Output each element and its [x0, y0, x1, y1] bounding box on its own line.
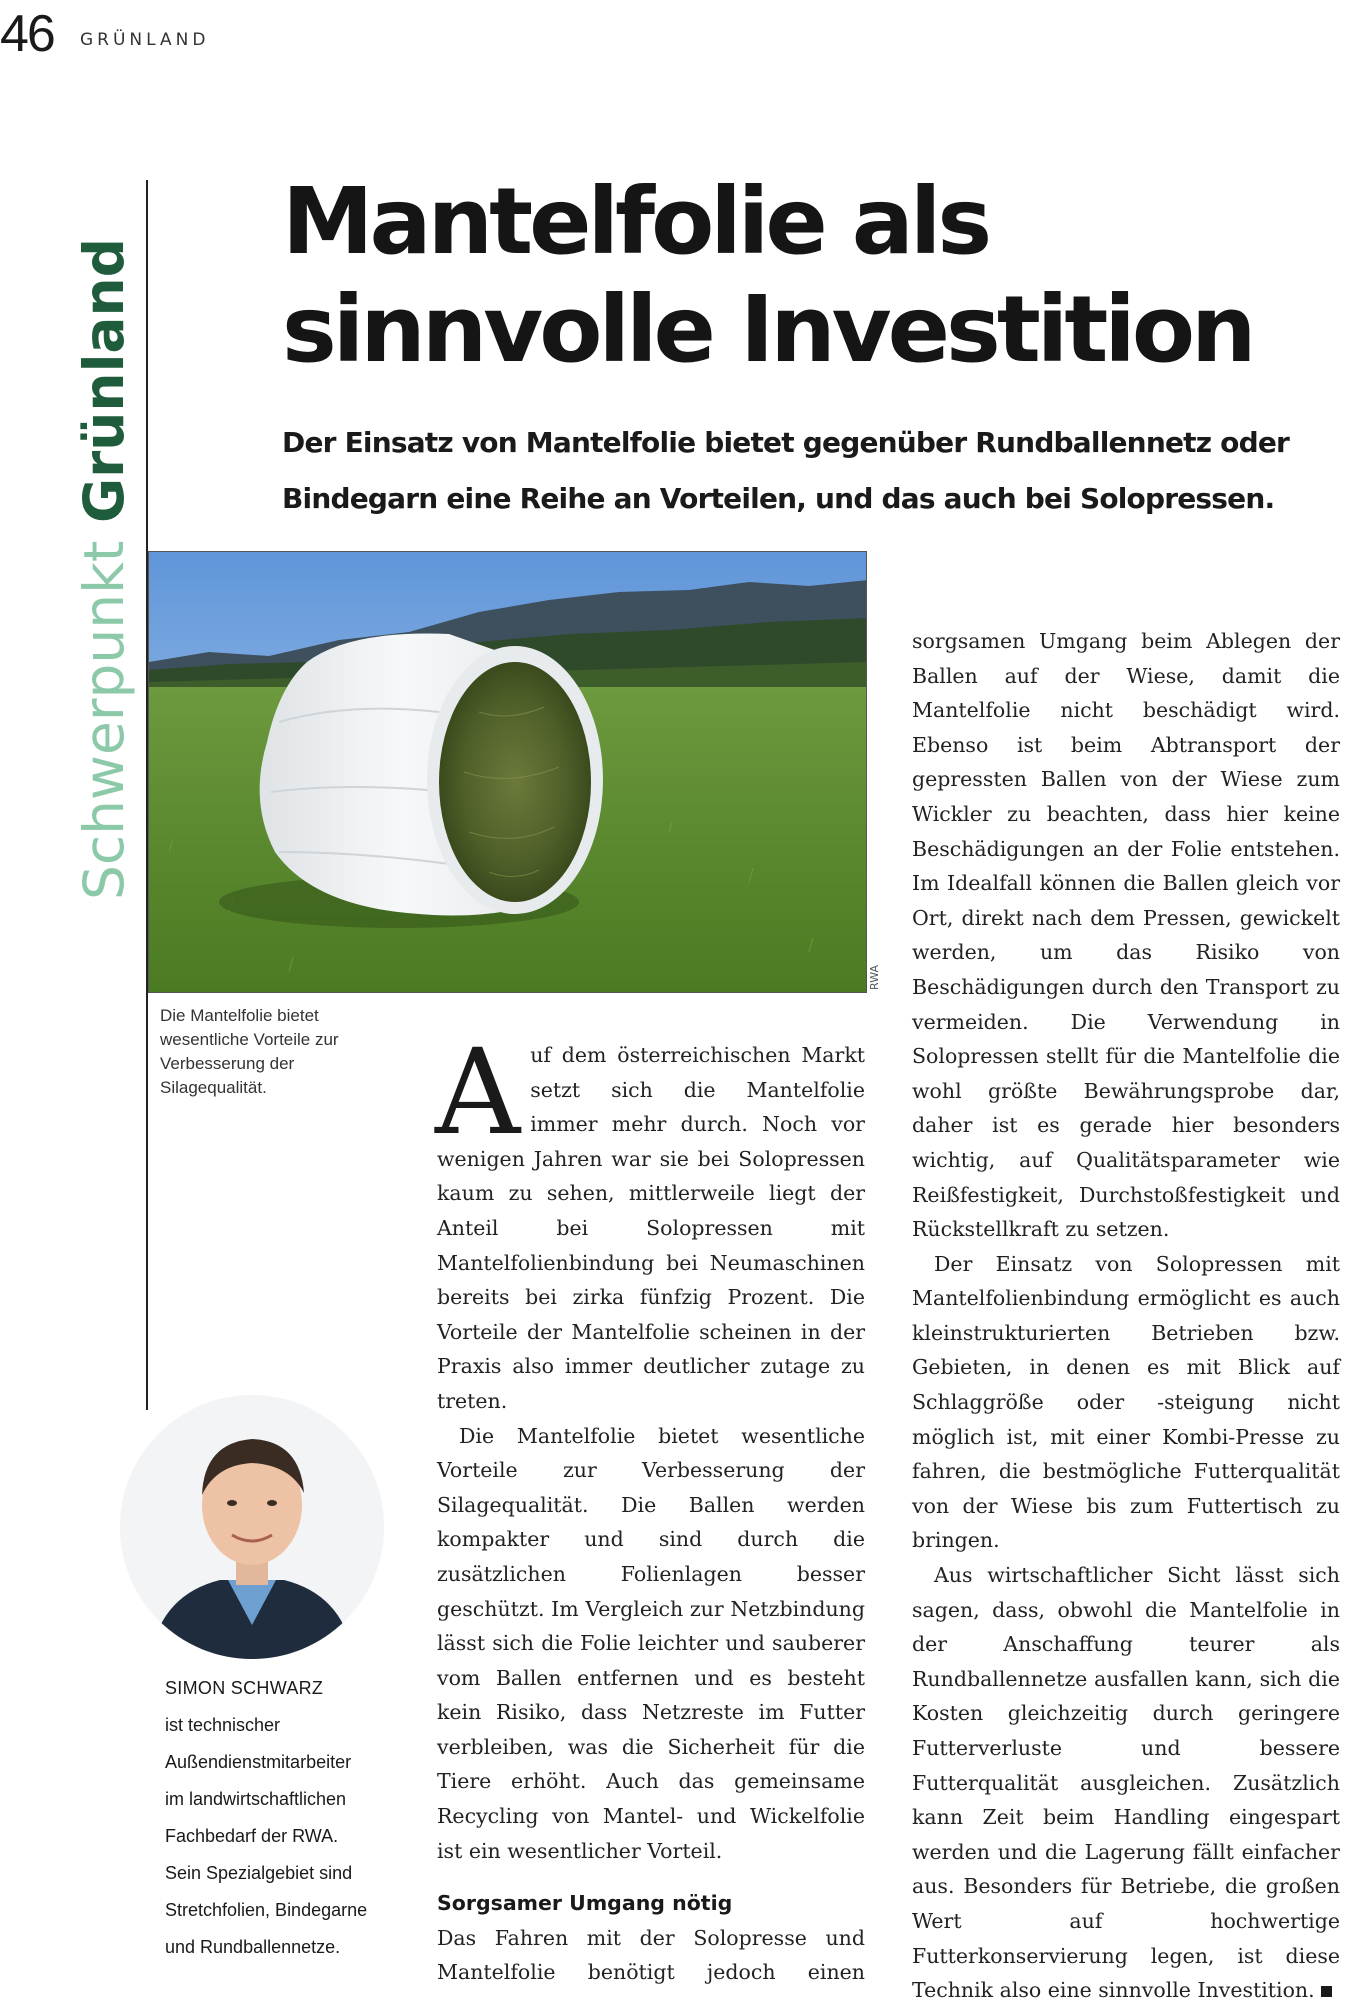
paragraph-intro-text: uf dem österreichischen Markt setzt sich die Mantelfolie immer mehr durch. Noch vor wenigen Jahren war sie bei Solopressen kaum zu sehen, mittlerweile liegt der Anteil bei Solopressen mit Mantelfolienbindung bei Neumaschinen bereits bei zirka fünfzig Prozent. Die Vorteile der Mantelfolie scheinen in der Praxis also immer deutlicher zutage zu treten. [437, 1043, 865, 1413]
dropcap: A [435, 1023, 521, 1161]
photo-credit-text: RWA [868, 965, 881, 990]
article-column-2 [912, 624, 1340, 2008]
author-portrait [120, 1395, 384, 1659]
article-column-1 [435, 1023, 865, 1990]
paragraph-handling: sorgsamen Umgang beim Ablegen der Ballen auf der Wiese, damit die Mantelfolie nicht beschädigt wird. Ebenso ist beim Abtransport der gepressten Ballen von der Wiese zum Wickler zu beachten, dass hier keine Beschädigungen an der Folie entstehen. Im Idealfall können die Ballen gleich vor Ort, direkt nach dem Pressen, gewickelt werden, um das Risiko von Beschädigungen durch den Transport zu vermeiden. Die Verwendung in Solopressen stellt für die Mantelfolie die wohl größte Bewährungsprobe dar, daher ist es gerade hier besonders wichtig, auf Qualitätsparameter wie Reißfestigkeit, Durchstoßfestigkeit und Rückstellkraft zu setzen. [912, 629, 1340, 1242]
author-bio-box [165, 1670, 375, 1966]
vertical-title-dark: Grünland [72, 237, 136, 524]
bale-photo [148, 551, 867, 993]
paragraph-advantages: Die Mantelfolie bietet wesentliche Vorteile zur Verbesserung der Silagequalität. Die Ballen werden kompakter und sind durch die zusätzlichen Folienlagen besser geschützt. Im Vergleich zur Netzbindung lässt sich die Folie leichter und sauberer vom Ballen entfernen und es besteht kein Risiko, dass Netzreste im Futter verbleiben, was die Sicherheit für die Tiere erhöht. Auch das gemeinsame Recycling von Mantel- und Wickelfolie ist ein wesentlicher Vorteil. [437, 1423, 865, 1863]
photo-credit [868, 965, 888, 1000]
paragraph-small-farms: Der Einsatz von Solopressen mit Mantelfolienbindung ermöglicht es auch kleinstrukturierten Betrieben bzw. Gebieten, in denen es mit Blick auf Schlaggröße oder -steigung nicht möglich ist, mit einer Kombi-Presse zu fahren, die bestmögliche Futterqualität von der Wiese bis zum Futtertisch zu bringen. [912, 1251, 1340, 1553]
article-headline: Mantelfolie als sinnvolle Investition [282, 168, 1253, 383]
article-lead: Der Einsatz von Mantelfolie bietet gegenüber Rundballennetz oder Bindegarn eine Reihe an Vorteilen, und das auch bei Solopressen. [282, 426, 1290, 515]
paragraph-economics [912, 1558, 1340, 2008]
vertical-section-title [72, 237, 136, 910]
subheading: Sorgsamer Umgang nötig [437, 1891, 733, 1916]
author-bio: ist technischer Außendienstmitarbeiter im landwirtschaftlichen Fachbedarf der RWA. Sein Spezialgebiet sind Stretchfolien, Bindegarne und Rundballennetze. [165, 1715, 368, 1957]
paragraph-intro [435, 1023, 865, 1419]
vertical-title-light: Schwerpunkt [72, 540, 136, 900]
paragraph-economics-text: Aus wirtschaftlicher Sicht lässt sich sagen, dass, obwohl die Mantelfolie in der Anschaffung teurer als Rundballennetze ausfallen kann, sich die Kosten gleichzeitig durch geringere Futterverluste und bessere Futterqualität ausgleichen. Zusätzlich kann Zeit beim Handling eingespart werden und die Lagerung fällt einfacher aus. Besonders für Betriebe, die großen Wert auf hochwertige Futterkonservierung legen, ist diese Technik also eine sinnvolle Investition. [912, 1563, 1340, 2003]
author-name: SIMON SCHWARZ [165, 1678, 324, 1698]
end-of-article-mark [1321, 1986, 1332, 1997]
paragraph-handling-start: Das Fahren mit der Solopresse und Mantelfolie benötigt jedoch einen [437, 1925, 865, 1985]
photo-caption: Die Mantelfolie bietet wesentliche Vorteile zur Verbesserung der Silagequalität. [160, 1006, 339, 1097]
page-number: 46 [0, 5, 54, 63]
section-label: GRÜNLAND [80, 30, 210, 50]
